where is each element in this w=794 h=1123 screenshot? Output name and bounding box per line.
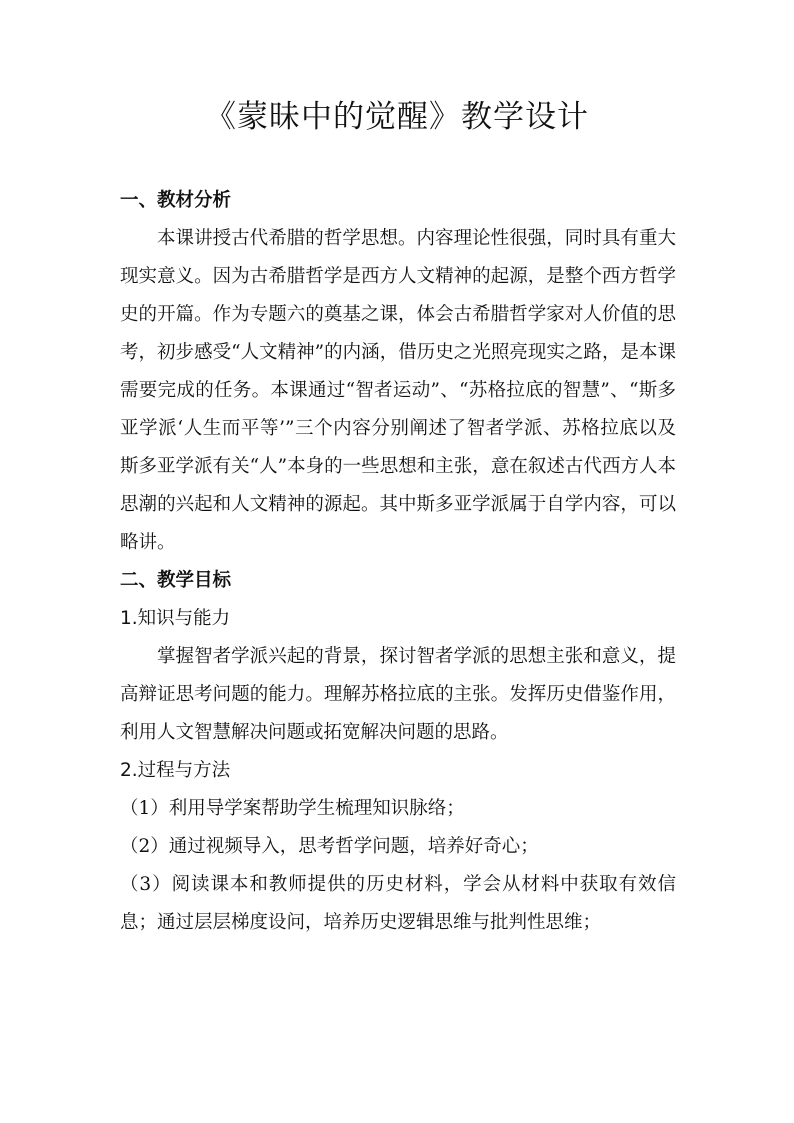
page-title: 《蒙昧中的觉醒》教学设计 <box>205 99 589 135</box>
knowledge-ability-paragraph: 掌握智者学派兴起的背景，探讨智者学派的思想主张和意义，提高辩证思考问题的能力。理解苏格拉底的主张。发挥历史借鉴作用，利用人文智慧解决问题或拓宽解决问题的思路。 <box>120 646 676 743</box>
list-item: （1）利用导学案帮助学生梳理知识脉络； <box>120 798 465 819</box>
subheading-process-method: 2.过程与方法 <box>120 760 231 781</box>
section-heading-textbook-analysis: 一、教材分析 <box>120 190 232 211</box>
document-body <box>120 182 676 942</box>
list-item: （2）通过视频导入，思考哲学问题，培养好奇心； <box>120 836 539 857</box>
subheading-knowledge-ability: 1.知识与能力 <box>120 608 231 629</box>
textbook-analysis-paragraph: 本课讲授古代希腊的哲学思想。内容理论性很强，同时具有重大现实意义。因为古希腊哲学是西方人文精神的起源，是整个西方哲学史的开篇。作为专题六的奠基之课，体会古希腊哲学家对人价值的思考，初步感受“人文精神”的内涵，借历史之光照亮现实之路，是本课需要完成的任务。本课通过“智者运动”、“苏格拉底的智慧”、“斯多亚学派‘人生而平等’”三个内容分别阐述了智者学派、苏格拉底以及斯多亚学派有关“人”本身的一些思想和主张，意在叙述古代西方人本思潮的兴起和人文精神的源起。其中斯多亚学派属于自学内容，可以略讲。 <box>120 228 676 553</box>
list-item: （3）阅读课本和教师提供的历史材料，学会从材料中获取有效信息；通过层层梯度设问，培养历史逻辑思维与批判性思维； <box>120 874 676 933</box>
section-heading-teaching-goals: 二、教学目标 <box>120 570 232 591</box>
